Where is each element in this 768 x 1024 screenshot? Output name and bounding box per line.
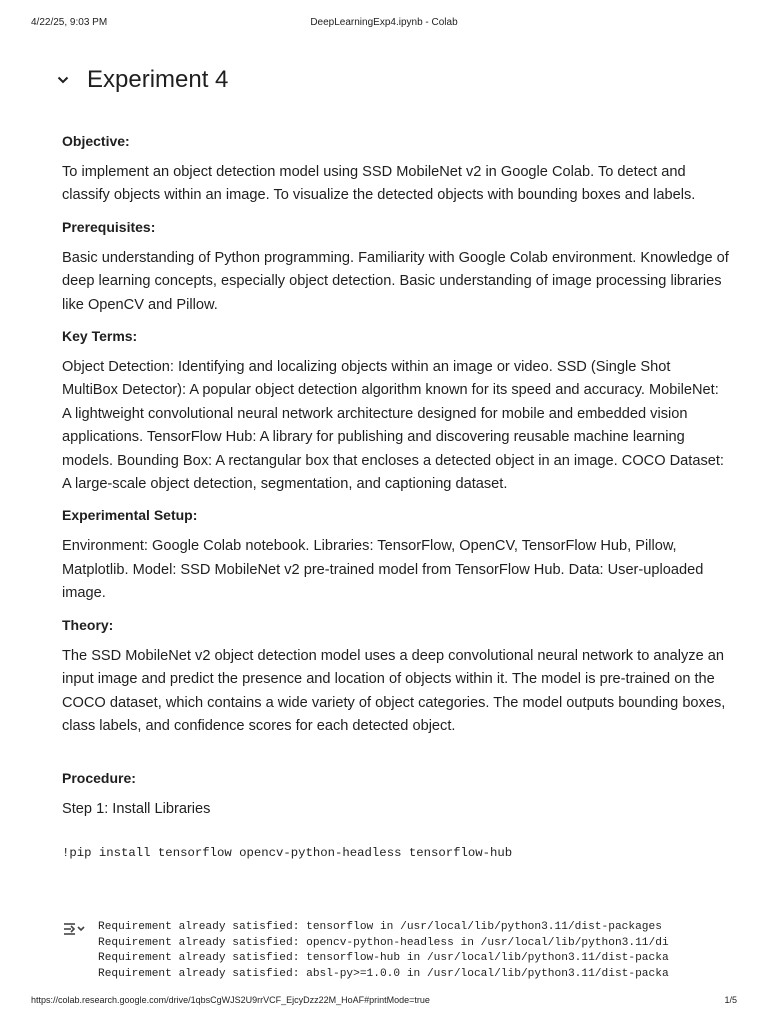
prerequisites-heading: Prerequisites: [62, 218, 156, 235]
section-header[interactable] [52, 62, 228, 98]
output-line: Requirement already satisfied: absl-py>=1.0.0 in /usr/local/lib/python3.11/dist-packa [98, 968, 669, 981]
key-terms-text: Object Detection: Identifying and localizing objects within an image or video. SSD (Single Shot MultiBox Detector): A popular object detection algorithm known for its speed and accuracy. MobileNet: A lightweight convolutional neural network architecture designed for mobile and embedded vision applications. TensorFlow Hub: A library for publishing and discovering reusable machine learning models. Bounding Box: A rectangular box that encloses a detected object in an image. COCO Dataset: A large-scale object detection, segmentation, and captioning dataset. [62, 359, 724, 493]
experimental-setup-heading: Experimental Setup: [62, 507, 198, 524]
chevron-down-icon[interactable] [52, 69, 74, 91]
print-date: 4/22/25, 9:03 PM [31, 17, 108, 28]
theory-text: The SSD MobileNet v2 object detection model uses a deep convolutional neural network to analyze an input image and predict the presence and location of objects within it. The model is pre-trained on the COCO dataset, which contains a wide variety of object categories. The model outputs bounding boxes, class labels, and confidence scores for each detected object. [62, 647, 726, 734]
section-title: Experiment 4 [87, 66, 229, 93]
procedure-heading: Procedure: [62, 770, 136, 787]
code-cell-output [62, 918, 730, 984]
print-header [0, 17, 768, 31]
objective-heading: Objective: [62, 133, 130, 149]
prerequisites-text: Basic understanding of Python programming. Familiarity with Google Colab environment. Knowledge of deep learning concepts, especially object detection. Basic understanding of image processing libraries like OpenCV and Pillow. [62, 249, 729, 313]
theory-heading: Theory: [62, 616, 114, 633]
print-footer [0, 995, 768, 1009]
print-doc-title: DeepLearningExp4.ipynb - Colab [310, 17, 458, 28]
text-cell [62, 130, 730, 877]
page-number: 1/5 [724, 995, 737, 1005]
objective-text: To implement an object detection model using SSD MobileNet v2 in Google Colab. To detect and classify objects within an image. To visualize the detected objects with bounding boxes and labels. [62, 164, 696, 204]
experimental-setup-text: Environment: Google Colab notebook. Libraries: TensorFlow, OpenCV, TensorFlow Hub, Pillow, Matplotlib. Model: SSD MobileNet v2 pre-trained model from TensorFlow Hub. Data: User-uploaded image. [62, 538, 704, 602]
output-line: Requirement already satisfied: opencv-python-headless in /usr/local/lib/python3.11/di [98, 936, 669, 949]
key-terms-heading: Key Terms: [62, 328, 138, 345]
output-line: Requirement already satisfied: tensorflow in /usr/local/lib/python3.11/dist-packages [98, 921, 662, 933]
procedure-step-1: Step 1: Install Libraries [62, 801, 211, 818]
output-line: Requirement already satisfied: tensorflow-hub in /usr/local/lib/python3.11/dist-packa [98, 952, 669, 965]
output-lines [98, 920, 730, 983]
print-url: https://colab.research.google.com/drive/1qbsCgWJS2U9rrVCF_EjcyDzz22M_HoAF#printMode=true [31, 995, 430, 1005]
code-cell-source[interactable]: !pip install tensorflow opencv-python-headless tensorflow-hub [62, 845, 513, 860]
output-toggle-icon[interactable] [62, 920, 86, 938]
